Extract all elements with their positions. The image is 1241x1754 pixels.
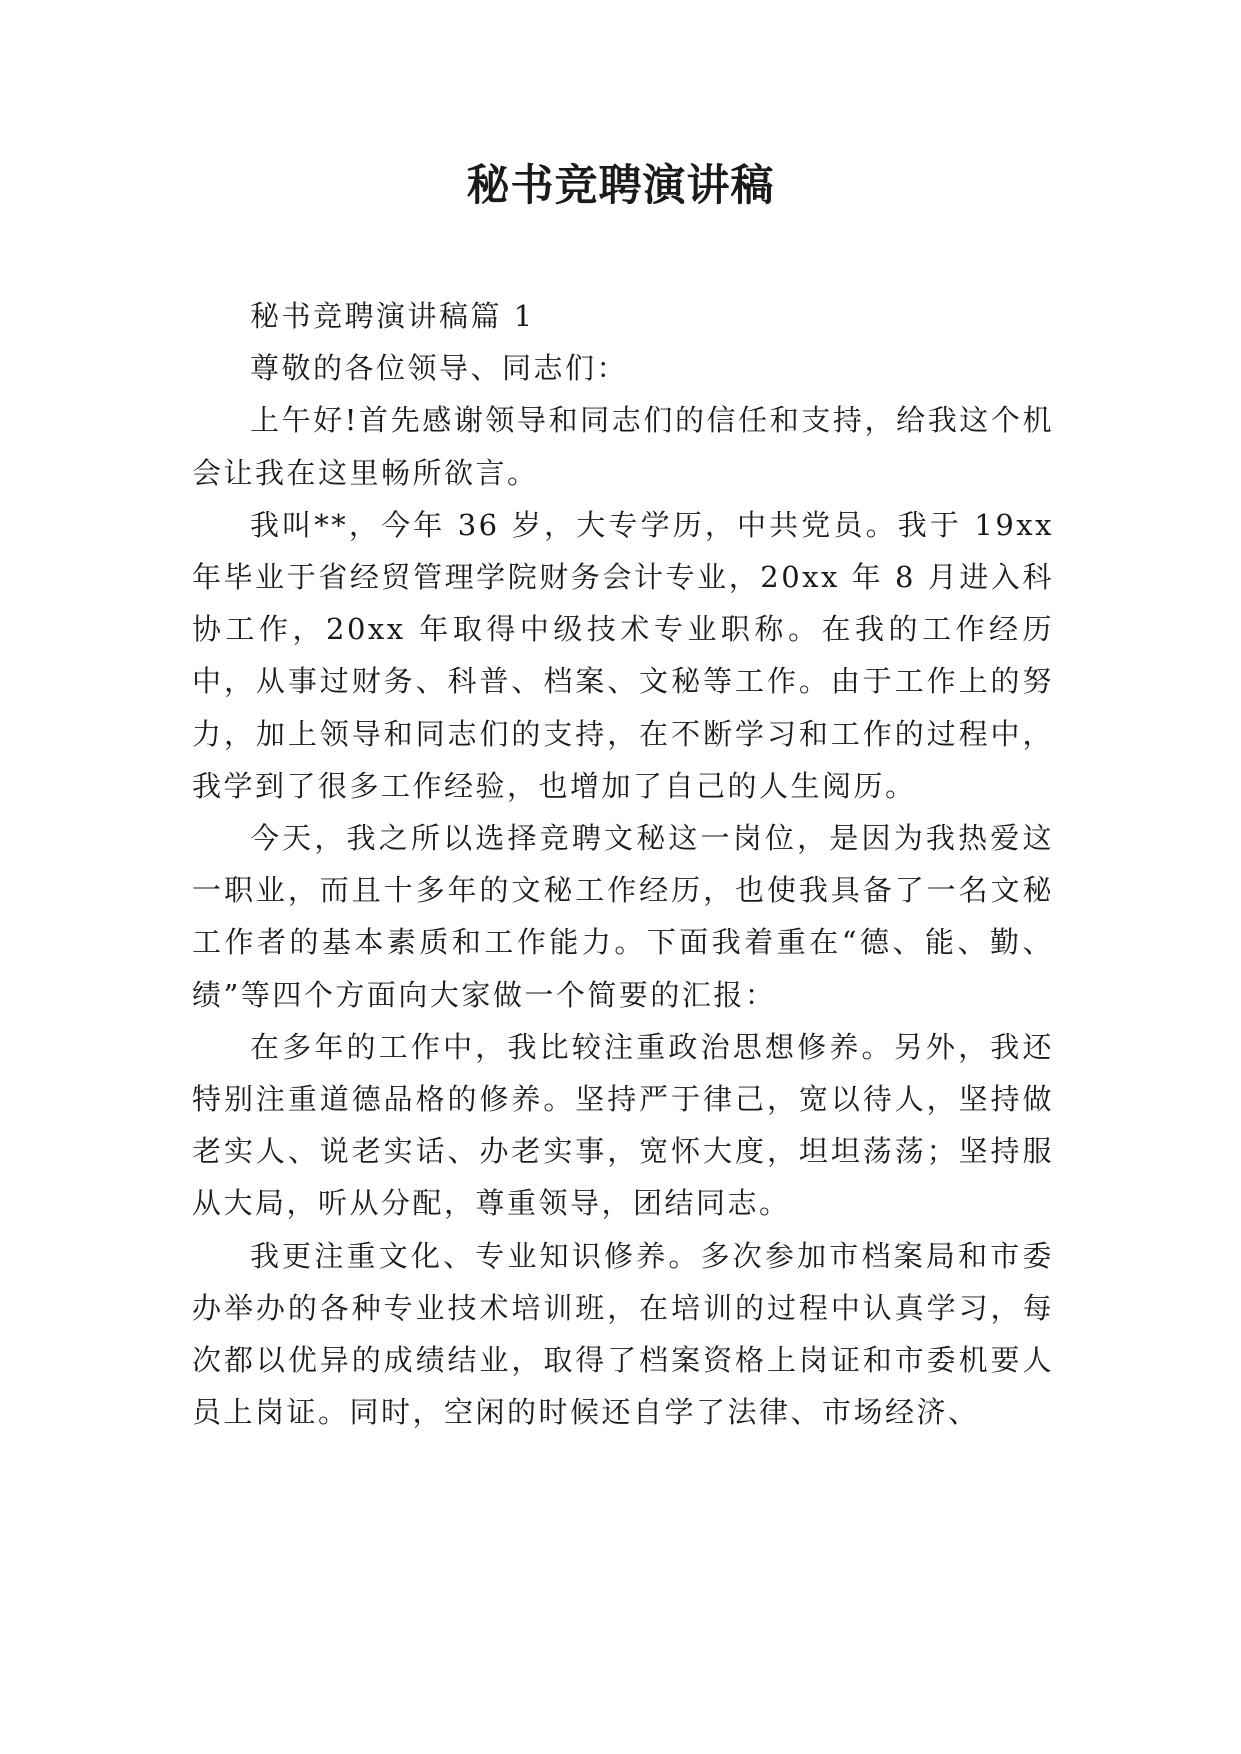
paragraph: 今天，我之所以选择竞聘文秘这一岗位，是因为我热爱这一职业，而且十多年的文秘工作经历，也使我具备了一名文秘工作者的基本素质和工作能力。下面我着重在“德、能、勤、绩”等四个方面向大家做一个简要的汇报： bbox=[192, 821, 1054, 1012]
section-heading: 秘书竞聘演讲稿篇 1 bbox=[250, 299, 535, 333]
paragraph: 我更注重文化、专业知识修养。多次参加市档案局和市委办举办的各种专业技术培训班，在培训的过程中认真学习，每次都以优异的成绩结业，取得了档案资格上岗证和市委机要人员上岗证。同时，空闲的时候还自学了法律、市场经济、 bbox=[192, 1238, 1054, 1430]
document-body bbox=[192, 290, 1054, 1438]
paragraph: 我叫**，今年 36 岁，大专学历，中共党员。我于 19xx 年毕业于省经贸管理学院财务会计专业，20xx 年 8 月进入科协工作，20xx 年取得中级技术专业职称。在我的工作经历中，从事过财务、科普、档案、文秘等工作。由于工作上的努力，加上领导和同志们的支持，在不断学习和工作的过程中，我学到了很多工作经验，也增加了自己的人生阅历。 bbox=[192, 507, 1054, 803]
paragraph: 在多年的工作中，我比较注重政治思想修养。另外，我还特别注重道德品格的修养。坚持严于律己，宽以待人，坚持做老实人、说老实话、办老实事，宽怀大度，坦坦荡荡；坚持服从大局，听从分配，尊重领导，团结同志。 bbox=[192, 1029, 1054, 1221]
salutation: 尊敬的各位领导、同志们： bbox=[250, 351, 629, 386]
paragraph: 上午好!首先感谢领导和同志们的信任和支持，给我这个机会让我在这里畅所欲言。 bbox=[192, 403, 1054, 490]
document-title: 秘书竞聘演讲稿 bbox=[466, 161, 775, 211]
